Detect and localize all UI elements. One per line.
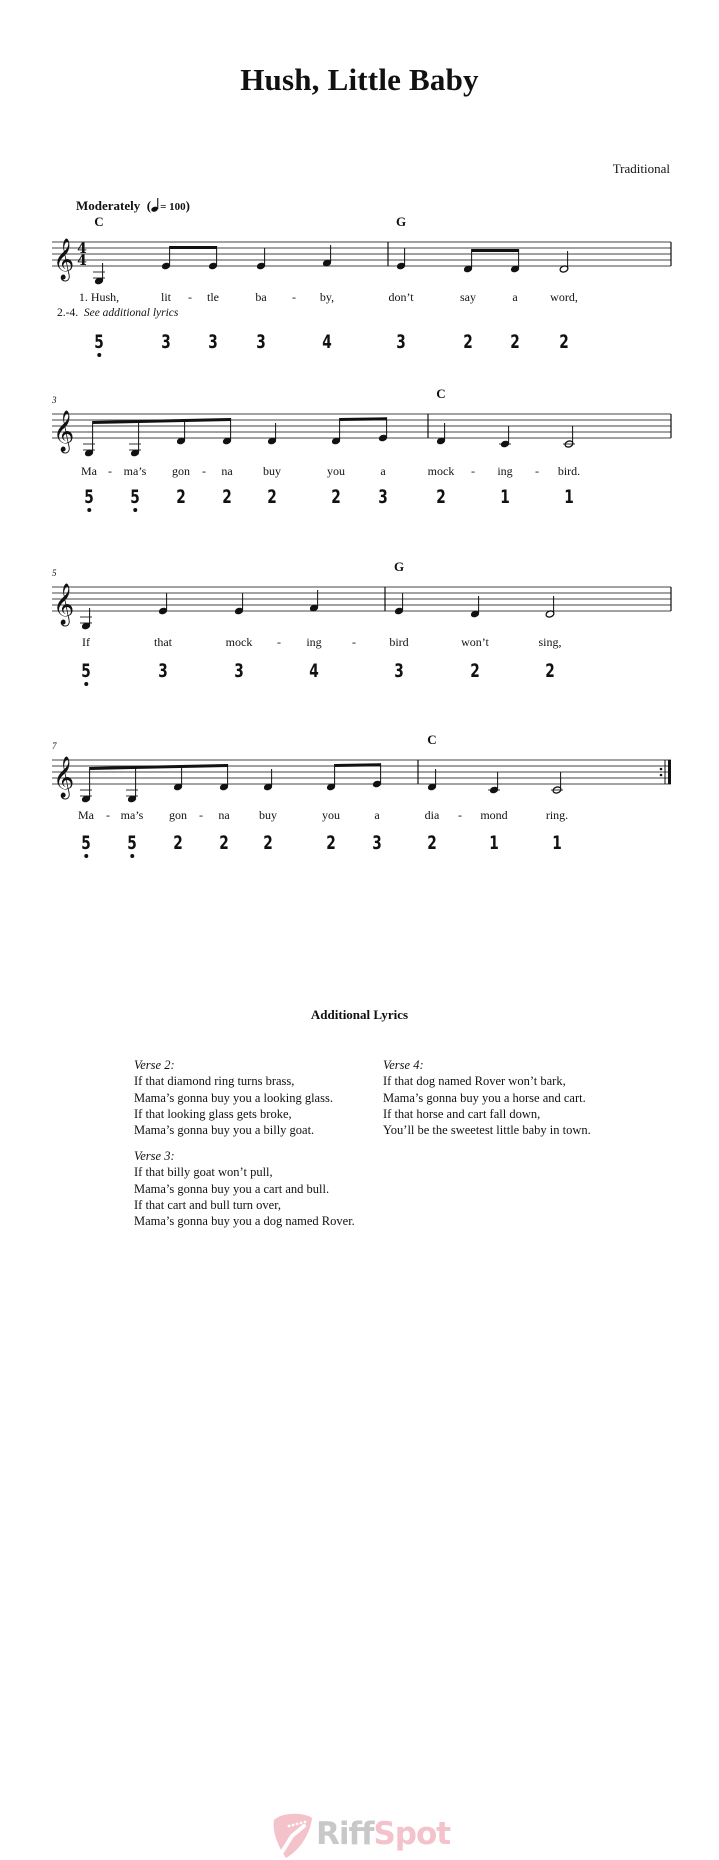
quarter-note-icon <box>151 198 160 212</box>
low-octave-dot-icon <box>133 508 137 512</box>
hole-number: 4 <box>309 660 319 682</box>
lyric-hyphen: - <box>188 290 192 304</box>
harmonica-hole-number <box>470 662 480 681</box>
hole-number: 5 <box>127 832 137 854</box>
harmonica-hole-number <box>84 488 94 507</box>
logo-wordmark: RiffSpot <box>316 1816 451 1852</box>
hole-number: 5 <box>81 660 91 682</box>
hole-number: 2 <box>219 832 229 854</box>
hole-number: 3 <box>396 331 406 353</box>
verse-label: Verse 4: <box>383 1058 424 1072</box>
lyric-syllable: na <box>221 464 233 478</box>
verse-line: Mama’s gonna buy you a horse and cart. <box>383 1090 586 1105</box>
tempo-marking: Moderately ( = 100) <box>76 198 190 213</box>
low-octave-dot-icon <box>97 353 101 357</box>
hole-number: 2 <box>176 486 186 508</box>
measure-number: 3 <box>52 395 57 405</box>
lyric-syllable: that <box>154 635 172 649</box>
treble-clef-icon: 𝄞 <box>53 584 75 625</box>
harmonica-hole-number <box>489 834 499 853</box>
harmonica-hole-number <box>396 333 406 352</box>
hole-number: 1 <box>564 486 574 508</box>
hole-number: 4 <box>322 331 332 353</box>
hole-number: 3 <box>394 660 404 682</box>
lyric-syllable: ba <box>255 290 267 304</box>
lyric-hyphen: - <box>199 808 203 822</box>
secondary-lyric-line <box>57 307 178 319</box>
hole-number: 2 <box>222 486 232 508</box>
harmonica-hole-number <box>500 488 510 507</box>
harmonica-hole-number <box>222 488 232 507</box>
lyric-hyphen: - <box>535 464 539 478</box>
staff-system-4 <box>0 730 719 820</box>
hole-number: 2 <box>436 486 446 508</box>
low-octave-dot-icon <box>87 508 91 512</box>
staff-system-2 <box>0 384 719 474</box>
chord-symbol: C <box>94 214 104 229</box>
lyric-syllable: na <box>218 808 230 822</box>
hole-number: 3 <box>158 660 168 682</box>
verse-block <box>134 1148 355 1229</box>
lyric-syllable: lit <box>160 290 172 304</box>
verse-line: Mama’s gonna buy you a dog named Rover. <box>134 1214 355 1229</box>
lyric-syllable: you <box>327 464 345 478</box>
time-signature: 4 <box>77 241 87 257</box>
hole-number: 5 <box>84 486 94 508</box>
lyric-syllable: say <box>460 290 476 304</box>
verse-line: If that horse and cart fall down, <box>383 1106 541 1121</box>
hole-number: 2 <box>545 660 555 682</box>
verse-line: If that cart and bull turn over, <box>134 1197 282 1212</box>
lyric-syllable: a <box>374 808 380 822</box>
harmonica-hole-number <box>463 333 473 352</box>
lyric-syllable: gon <box>169 808 187 822</box>
verse-line: If that looking glass gets broke, <box>134 1106 292 1121</box>
harmonica-hole-number <box>510 333 520 352</box>
lyric-hyphen: - <box>106 808 110 822</box>
harmonica-hole-number <box>219 834 229 853</box>
hole-number: 2 <box>510 331 520 353</box>
lyric-syllable: by, <box>319 290 335 304</box>
lyric-syllable: If <box>82 635 90 649</box>
lyric-hyphen: - <box>458 808 462 822</box>
hole-number: 2 <box>331 486 341 508</box>
chord-symbol: G <box>395 214 407 229</box>
tempo-text: Moderately <box>76 198 141 213</box>
low-octave-dot-icon <box>84 682 88 686</box>
harmonica-hole-number <box>309 662 319 681</box>
harmonica-hole-number <box>545 662 555 681</box>
verse-line: You’ll be the sweetest little baby in town. <box>383 1123 591 1138</box>
tempo-bpm: = 100 <box>160 201 186 213</box>
hole-number: 2 <box>559 331 569 353</box>
lyric-syllable: ing <box>497 464 513 478</box>
lyric-syllable: bird. <box>557 464 581 478</box>
verse-line: If that diamond ring turns brass, <box>134 1074 295 1089</box>
time-signature: 4 <box>77 253 87 269</box>
chord-symbol: C <box>436 386 446 401</box>
hole-number: 3 <box>372 832 382 854</box>
harmonica-hole-number <box>331 488 341 507</box>
harmonica-hole-number <box>372 834 382 853</box>
harmonica-hole-number <box>559 333 569 352</box>
lyric-syllable: won’t <box>461 635 489 649</box>
hole-number: 2 <box>463 331 473 353</box>
hole-number: 5 <box>81 832 91 854</box>
harmonica-hole-number <box>161 333 171 352</box>
lyric-hyphen: - <box>202 464 206 478</box>
hole-number: 2 <box>470 660 480 682</box>
harmonica-hole-number <box>81 834 91 853</box>
lyric-syllable: ma’s <box>123 464 147 478</box>
hole-number: 5 <box>130 486 140 508</box>
harmonica-hole-number <box>81 662 91 681</box>
hole-number: 2 <box>267 486 277 508</box>
lyric-syllable: 1. Hush, <box>78 290 120 304</box>
lyric-syllable: a <box>512 290 518 304</box>
hole-number: 2 <box>263 832 273 854</box>
harmonica-hole-number <box>208 333 218 352</box>
lyric-hyphen: - <box>277 635 281 649</box>
harmonica-hole-number <box>127 834 137 853</box>
song-title: Hush, Little Baby <box>240 62 479 97</box>
lyric-syllable: Ma <box>78 808 94 822</box>
harmonica-hole-number <box>564 488 574 507</box>
lyric-syllable: ing <box>306 635 322 649</box>
harmonica-hole-number <box>176 488 186 507</box>
harmonica-hole-number <box>326 834 336 853</box>
tempo-paren-open: ( <box>143 198 152 213</box>
verse-numbers: 2.-4. <box>57 307 79 319</box>
hole-number: 1 <box>552 832 562 854</box>
hole-number: 3 <box>208 331 218 353</box>
staff-system-1 <box>0 212 719 302</box>
harmonica-hole-number <box>234 662 244 681</box>
harmonica-hole-number <box>263 834 273 853</box>
lyric-hyphen: - <box>352 635 356 649</box>
hole-number: 2 <box>173 832 183 854</box>
lyric-syllable: gon <box>172 464 190 478</box>
lyric-syllable: tle <box>207 290 219 304</box>
additional-lyrics-title: Additional Lyrics <box>310 1007 409 1022</box>
hole-number: 3 <box>234 660 244 682</box>
lyric-syllable: buy <box>259 808 277 822</box>
lyric-syllable: mock <box>225 635 253 649</box>
low-octave-dot-icon <box>130 854 134 858</box>
hole-number: 5 <box>94 331 104 353</box>
hole-number: 1 <box>489 832 499 854</box>
harmonica-hole-number <box>94 333 104 352</box>
lyric-syllable: don’t <box>388 290 414 304</box>
lyric-hyphen: - <box>108 464 112 478</box>
harmonica-hole-number <box>322 333 332 352</box>
guitar-pick-icon <box>270 1812 314 1858</box>
hole-number: 3 <box>161 331 171 353</box>
hole-number: 3 <box>378 486 388 508</box>
composer-credit: Traditional <box>612 161 670 176</box>
hole-number: 1 <box>500 486 510 508</box>
harmonica-hole-number <box>427 834 437 853</box>
harmonica-hole-number <box>394 662 404 681</box>
lyric-syllable: word, <box>550 290 578 304</box>
verse-line: If that dog named Rover won’t bark, <box>383 1074 566 1089</box>
hole-number: 2 <box>326 832 336 854</box>
verse-block <box>134 1057 333 1138</box>
harmonica-hole-number <box>256 333 266 352</box>
hole-number: 2 <box>427 832 437 854</box>
verse-line: Mama’s gonna buy you a cart and bull. <box>134 1181 330 1196</box>
treble-clef-icon: 𝄞 <box>53 411 75 452</box>
lyric-hyphen: - <box>292 290 296 304</box>
low-octave-dot-icon <box>84 854 88 858</box>
verse-label: Verse 3: <box>134 1149 175 1163</box>
lyric-syllable: mock <box>427 464 455 478</box>
lyric-hyphen: - <box>471 464 475 478</box>
harmonica-hole-number <box>436 488 446 507</box>
chord-symbol: C <box>427 732 437 747</box>
measure-number: 5 <box>52 568 57 578</box>
riffspot-logo <box>270 1812 450 1858</box>
lyric-syllable: mond <box>480 808 508 822</box>
treble-clef-icon: 𝄞 <box>53 239 75 280</box>
lyric-syllable: buy <box>263 464 281 478</box>
harmonica-hole-number <box>158 662 168 681</box>
verse-block <box>383 1057 591 1138</box>
lyric-syllable: bird <box>389 635 409 649</box>
harmonica-hole-number <box>552 834 562 853</box>
treble-clef-icon: 𝄞 <box>53 757 75 798</box>
lyric-syllable: Ma <box>81 464 97 478</box>
hole-number: 3 <box>256 331 266 353</box>
harmonica-hole-number <box>130 488 140 507</box>
verse-line: If that billy goat won’t pull, <box>134 1165 273 1180</box>
chord-symbol: G <box>393 559 405 574</box>
lyric-syllable: sing, <box>538 635 562 649</box>
harmonica-hole-number <box>378 488 388 507</box>
measure-number: 7 <box>52 741 57 751</box>
verse-line: Mama’s gonna buy you a billy goat. <box>134 1123 315 1138</box>
harmonica-hole-number <box>267 488 277 507</box>
lyric-syllable: dia <box>424 808 440 822</box>
verse-line: Mama’s gonna buy you a looking glass. <box>134 1090 333 1105</box>
see-additional-lyrics-note: See additional lyrics <box>83 307 179 319</box>
verse-label: Verse 2: <box>134 1058 175 1072</box>
lyric-syllable: ring. <box>545 808 569 822</box>
lyric-syllable: ma’s <box>120 808 144 822</box>
harmonica-hole-number <box>173 834 183 853</box>
lyric-syllable: you <box>322 808 340 822</box>
lyric-syllable: a <box>380 464 386 478</box>
staff-system-3 <box>0 557 719 647</box>
